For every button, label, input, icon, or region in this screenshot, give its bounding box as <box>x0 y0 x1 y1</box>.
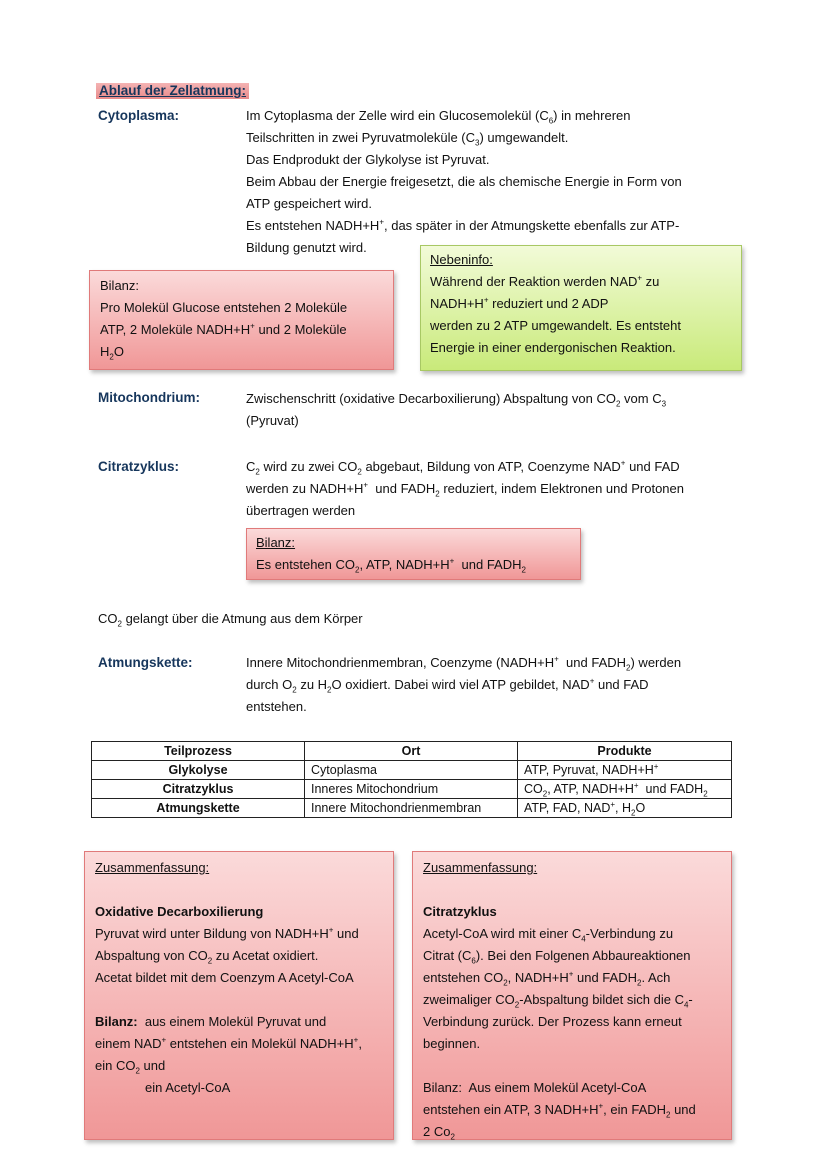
bilanz-box-citratzyklus <box>246 528 581 580</box>
table-cell: Innere Mitochondrienmembran <box>305 799 518 818</box>
text-line: $C_2$ wird zu zwei $CO_2$ abgebaut, Bildung von ATP, Coenzyme NAD+ und FAD <box>246 458 680 477</box>
cytoplasma-text <box>246 105 682 259</box>
citratzyklus-heading: Citratzyklus: <box>98 459 180 474</box>
bilanz-box-glykolyse <box>89 270 394 370</box>
text-line: Innere Mitochondrienmembran, Coenzyme (NADH+H+ und $FADH_2$) werden <box>246 654 682 673</box>
text-line: ein $CO_2$ und <box>95 1058 166 1076</box>
text-line: (Pyruvat) <box>246 413 299 428</box>
bilanz-label: Bilanz: <box>100 278 140 293</box>
mitochondrium-text <box>246 388 666 432</box>
text-line: Pyruvat wird unter Bildung von NADH+H+ und <box>95 925 359 941</box>
text-line: Zwischenschritt (oxidative Decarboxilierung) Abspaltung von $CO_2$ vom $C_3$ <box>246 391 667 409</box>
table-cell: ATP, FAD, NAD+, $H_2O$ <box>518 799 732 818</box>
text-line: entstehen $CO_2$, NADH+H+ und $FADH_2$. Ach <box>423 969 671 988</box>
co2-note: $CO_2$ gelangt über die Atmung aus dem Körper <box>98 611 363 629</box>
table-cell: ATP, Pyruvat, NADH+H+ <box>518 761 732 780</box>
text-line: Teilschritten in zwei Pyruvatmoleküle $(C_3)$ umgewandelt. <box>246 130 569 148</box>
table-cell: Cytoplasma <box>305 761 518 780</box>
text-line: ATP, 2 Moleküle NADH+H+ und 2 Moleküle <box>100 321 347 337</box>
table-cell: $CO_2$, ATP, NADH+H+ und $FADH_2$ <box>518 780 732 799</box>
summary-box-citratzyklus <box>412 851 732 1140</box>
bilanz2-text <box>256 554 571 576</box>
table-header-row <box>92 742 732 761</box>
table-row <box>92 761 732 780</box>
table-header: Teilprozess <box>92 742 305 761</box>
table-header: Ort <box>305 742 518 761</box>
text-line: Es entstehen $CO_2$, ATP, NADH+H+ und $FADH_2$ <box>256 556 526 575</box>
text-line: einem NAD+ entstehen ein Molekül NADH+H+, <box>95 1035 362 1051</box>
text-line: ATP gespeichert wird. <box>246 196 372 211</box>
table-row <box>92 799 732 818</box>
text-line: werden zu 2 ATP umgewandelt. Es entsteht <box>430 318 681 333</box>
table-row <box>92 780 732 799</box>
text-line: NADH+H+ reduziert und 2 ADP <box>430 295 609 311</box>
table-cell: Citratzyklus <box>92 780 305 799</box>
summary-subheading: Oxidative Decarboxilierung <box>95 904 264 919</box>
summary-table <box>91 741 732 818</box>
nebeninfo-label: Nebeninfo: <box>430 252 493 267</box>
mitochondrium-heading: Mitochondrium: <box>98 390 200 405</box>
summary-bilanz <box>95 1011 383 1099</box>
table-cell: Glykolyse <box>92 761 305 780</box>
text-line: Bilanz: aus einem Molekül Pyruvat und <box>95 1014 327 1029</box>
summary-subheading: Citratzyklus <box>423 904 497 919</box>
table-header: Produkte <box>518 742 732 761</box>
text-line: Citrat $(C_6)$. Bei den Folgenen Abbaureaktionen <box>423 948 691 966</box>
page-title: Ablauf der Zellatmung: <box>96 83 249 99</box>
text-line: Beim Abbau der Energie freigesetzt, die als chemische Energie in Form von <box>246 174 682 189</box>
text-line: $H_2O$ <box>100 344 124 362</box>
text-line: Das Endprodukt der Glykolyse ist Pyruvat. <box>246 152 490 167</box>
cytoplasma-heading: Cytoplasma: <box>98 108 180 123</box>
text-line: Energie in einer endergonischen Reaktion. <box>430 340 676 355</box>
text-line: Bilanz: Aus einem Molekül Acetyl-CoA <box>423 1080 647 1095</box>
text-line: ein Acetyl-CoA <box>145 1080 231 1095</box>
text-line: Acetat bildet mit dem Coenzym A Acetyl-CoA <box>95 970 354 985</box>
text-line: entstehen ein ATP, 3 NADH+H+, ein $FADH_2$ und <box>423 1101 696 1120</box>
text-line: 2 $Co_2$ <box>423 1124 455 1142</box>
text-line: Verbindung zurück. Der Prozess kann erneut <box>423 1014 682 1029</box>
text-line: Pro Molekül Glucose entstehen 2 Moleküle <box>100 300 348 315</box>
summary-box-decarboxilierung <box>84 851 394 1140</box>
table-cell: Atmungskette <box>92 799 305 818</box>
text-line: Es entstehen NADH+H+, das später in der Atmungskette ebenfalls zur ATP- <box>246 217 680 233</box>
text-line: entstehen. <box>246 699 307 714</box>
citratzyklus-text <box>246 456 684 522</box>
text-line: zweimaliger $CO_2$-Abspaltung bildet sich die $C_4-$ <box>423 992 693 1010</box>
atmungskette-text <box>246 652 681 718</box>
text-line: Bildung genutzt wird. <box>246 240 367 255</box>
nebeninfo-text <box>430 271 732 359</box>
text-line: Acetyl-CoA wird mit einer $C_4$-Verbindung zu <box>423 926 674 944</box>
text-line: Während der Reaktion werden NAD+ zu <box>430 273 660 289</box>
table-cell: Inneres Mitochondrium <box>305 780 518 799</box>
summary-text <box>423 923 721 1055</box>
text-line: werden zu NADH+H+ und $FADH_2$ reduziert, indem Elektronen und Protonen <box>246 480 684 499</box>
summary-label: Zusammenfassung: <box>95 860 210 875</box>
text-line: Im Cytoplasma der Zelle wird ein Glucosemolekül $(C_6)$ in mehreren <box>246 108 631 126</box>
bilanz-text <box>100 297 383 363</box>
text-line: durch $O_2$ zu $H_2O$ oxidiert. Dabei wird viel ATP gebildet, NAD+ und FAD <box>246 676 649 695</box>
text-line: übertragen werden <box>246 503 356 518</box>
summary-label: Zusammenfassung: <box>423 860 538 875</box>
bilanz2-label: Bilanz: <box>256 535 296 550</box>
summary-text <box>95 923 383 989</box>
text-line: Abspaltung von $CO_2$ zu Acetat oxidiert. <box>95 948 319 966</box>
nebeninfo-box <box>420 245 742 371</box>
text-line: beginnen. <box>423 1036 481 1051</box>
summary-bilanz <box>423 1077 721 1143</box>
atmungskette-heading: Atmungskette: <box>98 655 193 670</box>
